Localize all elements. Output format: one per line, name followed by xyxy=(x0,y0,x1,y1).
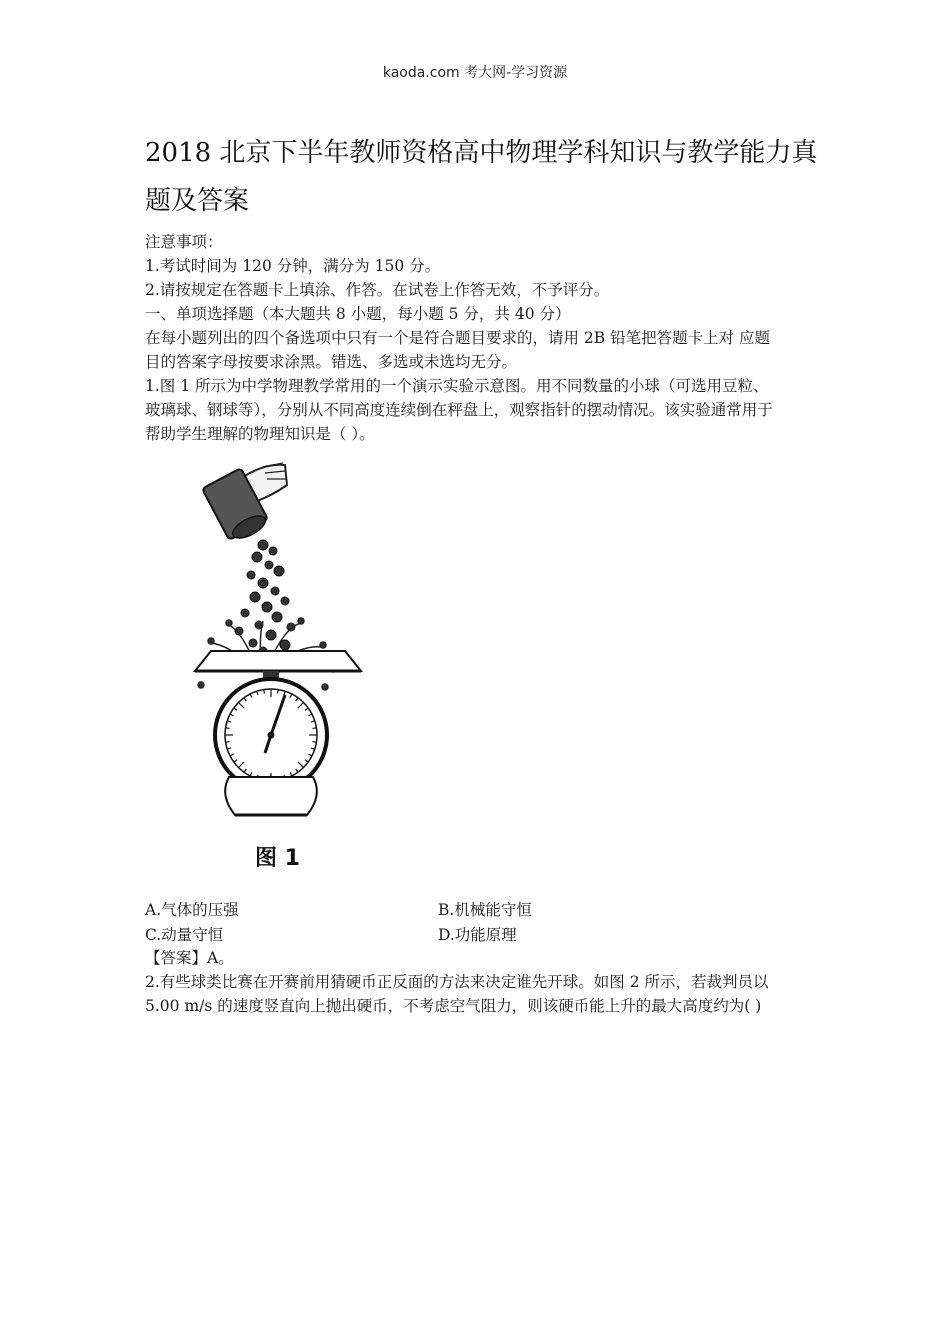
q2-text-2: 5.00 m/s 的速度竖直向上抛出硬币，不考虑空气阻力，则该硬币能上升的最大高度约为( ) xyxy=(145,997,762,1015)
scale-pan xyxy=(195,651,361,671)
dial-tick xyxy=(226,728,230,729)
notice-block xyxy=(145,230,825,446)
hand-cup-drawing xyxy=(202,463,287,543)
dial-tick xyxy=(278,690,279,694)
option-c: C.动量守恒 xyxy=(145,926,224,944)
falling-balls xyxy=(235,540,295,655)
option-a: A.气体的压强 xyxy=(145,901,239,919)
dial-tick xyxy=(312,728,316,729)
q1-text-3: 帮助学生理解的物理知识是（ ）。 xyxy=(145,425,375,443)
q2-text-1: 2.有些球类比赛在开赛前用猜硬币正反面的方法来决定谁先开球。如图 2 所示，若裁判员以 xyxy=(145,973,769,991)
q1-answer: 【答案】A。 xyxy=(145,949,234,967)
notice-item-2: 2.请按规定在答题卡上填涂、作答。在试卷上作答无效，不予评分。 xyxy=(145,281,610,299)
dial-tick xyxy=(264,690,265,694)
scale-experiment-illustration xyxy=(145,455,375,885)
figure-1-caption: 图 1 xyxy=(255,846,300,871)
notice-heading: 注意事项： xyxy=(145,233,223,251)
notice-item-1: 1.考试时间为 120 分钟，满分为 150 分。 xyxy=(145,257,441,275)
section-instruction-1: 在每小题列出的四个备选项中只有一个是符合题目要求的，请用 2B 铅笔把答题卡上对 应题 xyxy=(145,329,771,347)
dial-tick xyxy=(226,742,230,743)
option-b: B.机械能守恒 xyxy=(438,901,532,919)
dial-tick xyxy=(312,742,316,743)
figure-1 xyxy=(145,455,375,885)
scale-dial xyxy=(215,679,327,791)
title-line-1: 2018 北京下半年教师资格高中物理学科知识与教学能力真 xyxy=(145,138,818,168)
q1-answer-q2-block xyxy=(145,946,825,1018)
q1-text-1: 1.图 1 所示为中学物理教学常用的一个演示实验示意图。用不同数量的小球（可选用豆粒、 xyxy=(145,377,769,395)
title-line-2: 题及答案 xyxy=(145,186,250,216)
option-d: D.功能原理 xyxy=(438,926,517,944)
section-instruction-2: 目的答案字母按要求涂黑。错选、多选或未选均无分。 xyxy=(145,353,518,371)
q1-text-2: 玻璃球、钢球等），分别从不同高度连续倒在秤盘上，观察指针的摆动情况。该实验通常用于 xyxy=(145,401,773,419)
scale-base xyxy=(225,777,317,815)
section-heading: 一、单项选择题（本大题共 8 小题，每小题 5 分，共 40 分） xyxy=(145,305,571,323)
page-header: kaoda.com 考大网-学习资源 xyxy=(382,65,568,81)
